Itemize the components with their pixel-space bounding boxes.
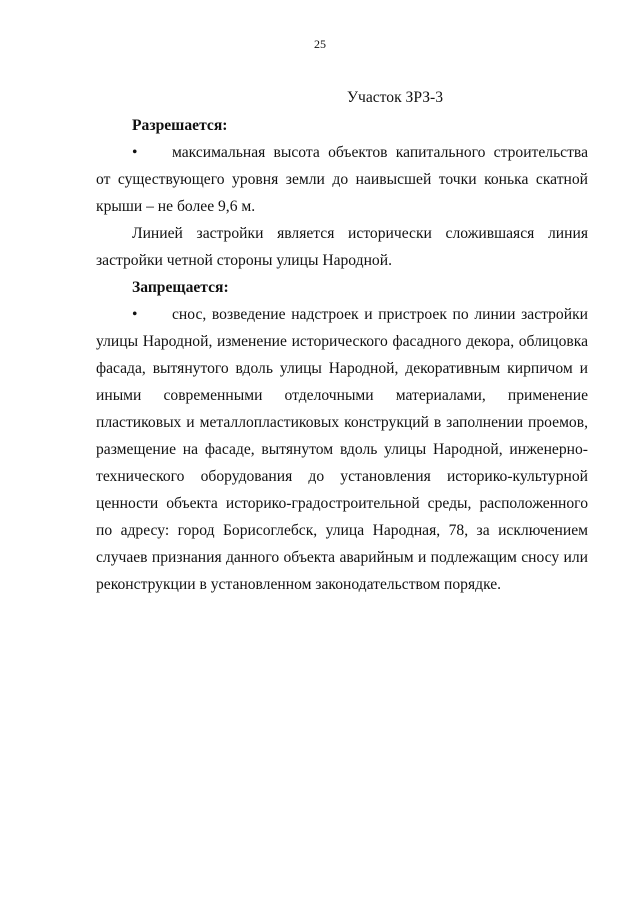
document-body xyxy=(96,84,588,598)
allowed-bullet-text: максимальная высота объектов капитального строительства от существующего уровня земли до наивысшей точки конька скатной крыши – не более 9,6 м. xyxy=(96,144,588,215)
section-title: Участок ЗРЗ-3 xyxy=(346,89,444,106)
building-line-paragraph: Линией застройки является исторически сложившаяся линия застройки четной стороны улицы Народной. xyxy=(96,225,588,269)
allowed-bullet-item xyxy=(96,139,588,220)
bullet-icon: • xyxy=(132,306,138,323)
allowed-heading: Разрешается: xyxy=(132,117,228,134)
forbidden-heading: Запрещается: xyxy=(132,279,229,296)
forbidden-bullet-text: снос, возведение надстроек и пристроек по линии застройки улицы Народной, изменение исторического фасадного декора, облицовка фасада, вытянутого вдоль улицы Народной, декоративным кирпичом и иными современными отделочными материалами, применение пластиковых и металлопластиковых конструкций в заполнении проемов, размещение на фасаде, вытянутом вдоль улицы Народной, инженерно-технического оборудования до установления историко-культурной ценности объекта историко-градостроительной среды, расположенного по адресу: город Борисоглебск, улица Народная, 78, за исключением случаев признания данного объекта аварийным и подлежащим сносу или реконструкции в установленном законодательством порядке. xyxy=(96,306,588,593)
bullet-icon: • xyxy=(132,144,138,161)
page-number: 25 xyxy=(314,37,326,51)
forbidden-bullet-item xyxy=(96,301,588,598)
